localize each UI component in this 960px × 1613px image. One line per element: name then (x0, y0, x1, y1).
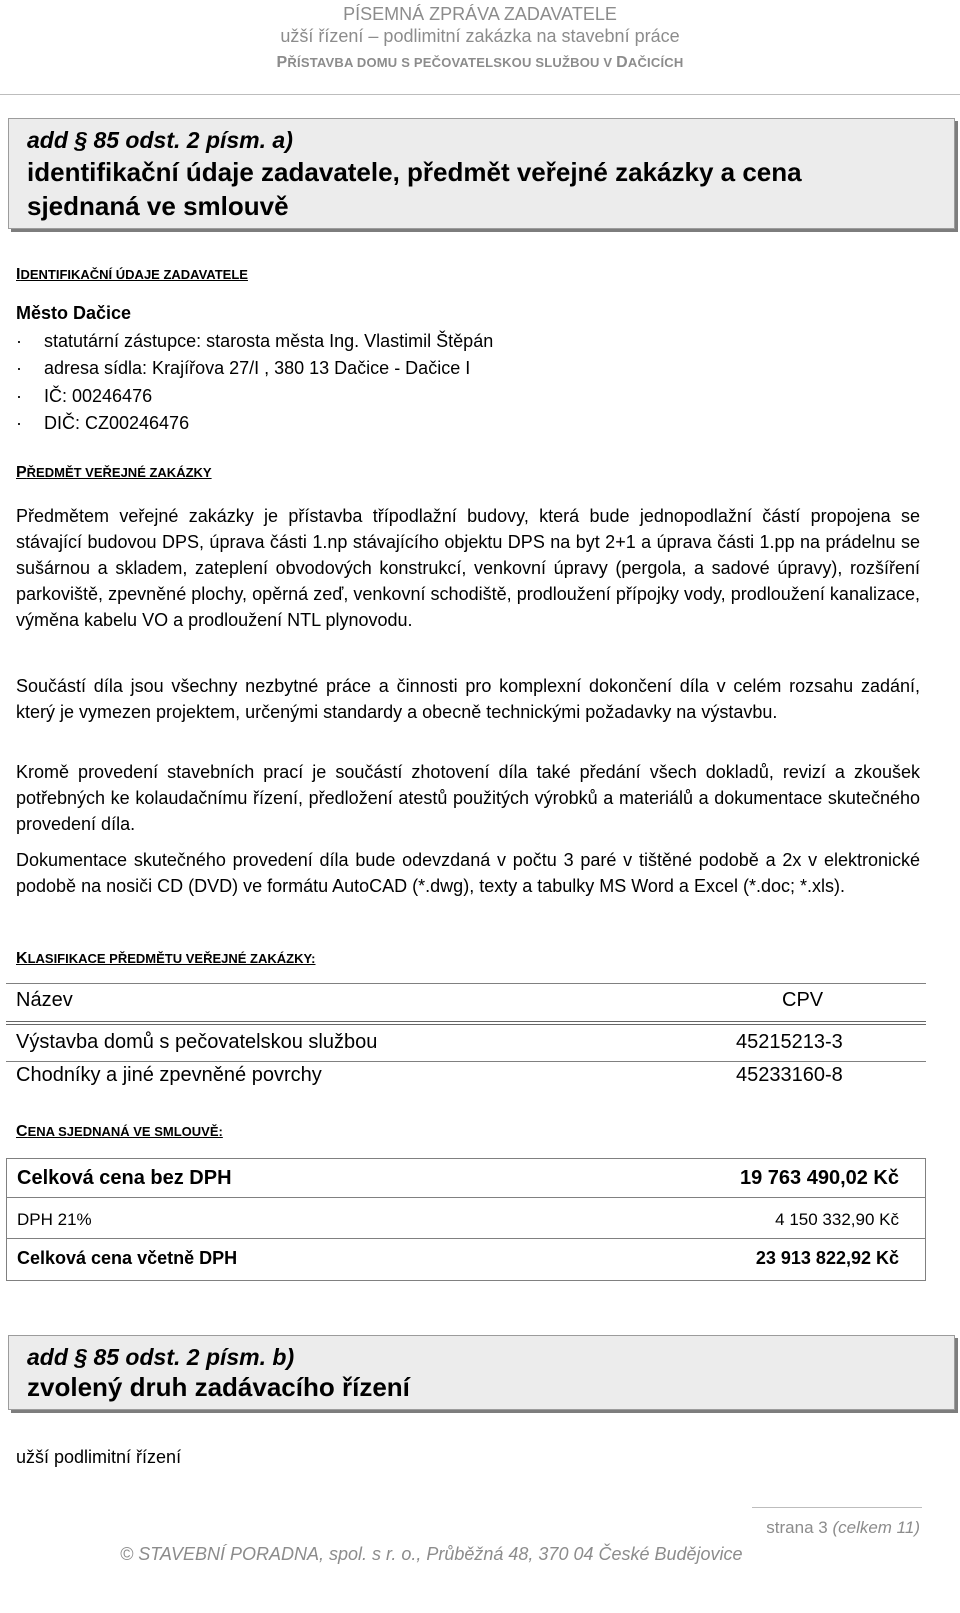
classification-table-top-border (6, 983, 926, 984)
header-project-smallcaps-2: AČICÍCH (627, 55, 684, 70)
subject-heading (16, 464, 212, 482)
classification-row-cpv: 45215213-3 (736, 1031, 843, 1053)
bullet-dot-icon: · (16, 358, 22, 378)
bullet-dot-icon: · (16, 386, 22, 406)
subject-paragraph-1: Předmětem veřejné zakázky je přístavba třípodlažní budovy, která bude jednopodlažní částí propojena se stávající budovou DPS, úprava části 1.np stávajícího objektu DPS na byt 2+1 a úprava části 1.pp na prádelnu se sušárnou a skladem, zateplení obvodových konstrukcí, venkovní úpravy (pergola, a sadové úpravy), rozšíření parkoviště, zpevněné plochy, opěrná zeď, venkovní schodiště, prodloužení přípojky vody, prodloužení kanalizace, výměna kabelu VO a prodloužení NTL plynovodu. (16, 506, 920, 630)
classification-heading-initial: K (16, 950, 28, 967)
authority-detail-text: DIČ: CZ00246476 (44, 413, 190, 433)
price-heading-initial: C (16, 1123, 28, 1140)
header-document-type: PÍSEMNÁ ZPRÁVA ZADAVATELE (343, 4, 617, 24)
classification-heading-rest: LASIFIKACE PŘEDMĚTU VEŘEJNÉ ZAKÁZKY: (27, 951, 316, 966)
header-divider (0, 94, 960, 95)
price-table (6, 1158, 926, 1281)
classification-header-divider (6, 1021, 926, 1025)
subject-paragraph-3: Kromě provedení stavebních prací je součástí zhotovení díla také předání všech dokladů, revizí a zkoušek potřebných ke kolaudačnímu řízení, předložení atestů použitých výrobků a materiálů a dokumentace skutečného provedení díla. (16, 762, 920, 834)
classification-row-name: Výstavba domů s pečovatelskou službou (16, 1031, 378, 1053)
section-b-title: zvolený druh zadávacího řízení (27, 1372, 410, 1402)
classification-col-name: Název (16, 989, 73, 1011)
header-project-initial-1: P (276, 54, 288, 71)
authority-detail-text: statutární zástupce: starosta města Ing. Vlastimil Štěpán (44, 331, 494, 351)
price-label: Celková cena bez DPH (17, 1167, 232, 1189)
footer-divider (752, 1507, 922, 1508)
classification-row-divider (6, 1061, 926, 1062)
authority-detail-text: adresa sídla: Krajířova 27/I , 380 13 Dačice - Dačice I (44, 358, 471, 378)
section-b-heading-box (8, 1335, 955, 1410)
page-number-total: (celkem 11) (832, 1518, 920, 1537)
price-label: Celková cena včetně DPH (17, 1248, 238, 1268)
authority-detail-text: IČ: 00246476 (44, 386, 153, 406)
section-a-heading-box (8, 118, 955, 229)
price-value: 4 150 332,90 Kč (775, 1210, 899, 1229)
authority-heading (16, 266, 248, 284)
price-value: 19 763 490,02 Kč (739, 1167, 899, 1189)
classification-heading (16, 950, 316, 968)
header-project-title (0, 54, 960, 72)
classification-row-name: Chodníky a jiné zpevněné povrchy (16, 1064, 322, 1086)
subject-paragraph-2: Součástí díla jsou všechny nezbytné práce a činnosti pro komplexní dokončení díla v celém rozsahu zadání, který je vymezen projektem, určenými standardy a obecně technickými požadavky na výstavbu. (16, 676, 920, 722)
section-a-title-line2: sjednaná ve smlouvě (27, 191, 289, 221)
price-label: DPH 21% (17, 1210, 92, 1229)
section-b-reference: add § 85 odst. 2 písm. b) (27, 1344, 295, 1370)
header-project-initial-2: D (616, 54, 628, 71)
price-row-divider (7, 1238, 925, 1239)
procedure-type-value: užší podlimitní řízení (16, 1447, 182, 1467)
authority-heading-rest: DENTIFIKAČNÍ ÚDAJE ZADAVATELE (20, 267, 248, 282)
authority-detail-address (16, 358, 470, 379)
authority-detail-ico (16, 386, 152, 407)
section-a-title-line1: identifikační údaje zadavatele, předmět veřejné zakázky a cena (27, 157, 802, 187)
bullet-dot-icon: · (16, 331, 22, 351)
price-value: 23 913 822,92 Kč (755, 1248, 899, 1268)
bullet-dot-icon: · (16, 413, 22, 433)
subject-heading-rest: ŘEDMĚT VEŘEJNÉ ZAKÁZKY (26, 465, 212, 480)
authority-detail-representative (16, 331, 493, 352)
header-procedure: užší řízení – podlimitní zakázka na stavební práce (280, 26, 680, 46)
footer-copyright: © STAVEBNÍ PORADNA, spol. s r. o., Průběžná 48, 370 04 České Budějovice (120, 1544, 743, 1564)
subject-paragraph-4: Dokumentace skutečného provedení díla bude odevzdaná v počtu 3 paré v tištěné podobě a 2x v elektronické podobě na nosiči CD (DVD) ve formátu AutoCAD (*.dwg), texty a tabulky MS Word a Excel (*.doc; *.xls). (16, 850, 920, 896)
price-heading-rest: ENA SJEDNANÁ VE SMLOUVĚ: (27, 1124, 223, 1139)
classification-col-cpv: CPV (782, 989, 824, 1011)
price-heading (16, 1123, 223, 1141)
authority-heading-initial: I (16, 266, 21, 283)
section-a-reference: add § 85 odst. 2 písm. a) (27, 127, 293, 153)
authority-detail-dic (16, 413, 189, 434)
subject-heading-initial: P (16, 464, 27, 481)
price-row-divider (7, 1197, 925, 1198)
page-number (766, 1518, 920, 1538)
classification-row-cpv: 45233160-8 (736, 1064, 843, 1086)
page-number-current: strana 3 (766, 1518, 828, 1537)
authority-name: Město Dačice (16, 303, 132, 323)
header-project-smallcaps-1: ŘÍSTAVBA DOMU S PEČOVATELSKOU SLUŽBOU V (287, 55, 617, 70)
